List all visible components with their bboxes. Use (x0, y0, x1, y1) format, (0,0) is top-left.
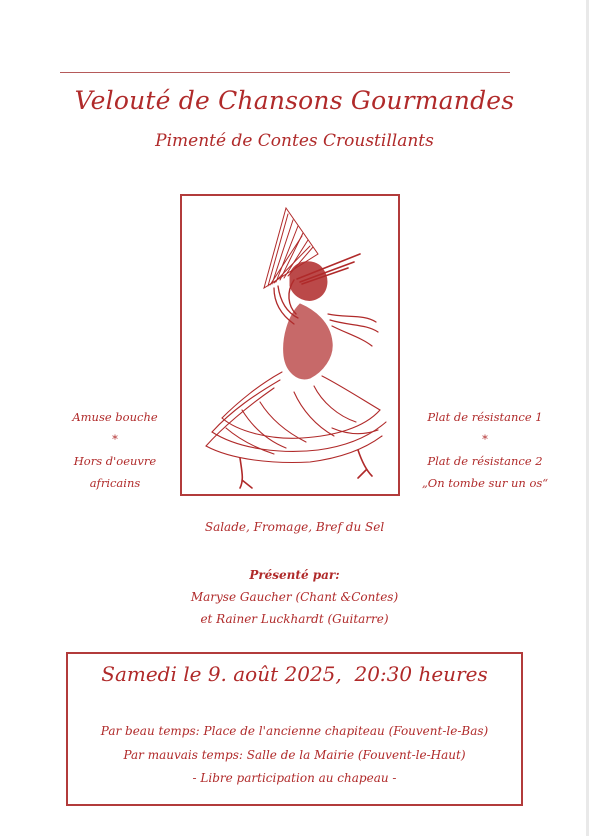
right-menu-item: „On tombe sur un os“ (421, 476, 549, 490)
salad-course: Salade, Fromage, Bref du Sel (204, 520, 385, 534)
illustration-frame (180, 194, 400, 496)
dancer-illustration (182, 196, 398, 494)
event-date-time: Samedi le 9. août 2025, 20:30 heures (101, 662, 488, 686)
right-menu (410, 406, 560, 494)
left-menu-item: Amuse bouche (72, 410, 158, 424)
left-menu (60, 406, 170, 494)
venue-bad-weather: Par mauvais temps: Salle de la Mairie (Fouvent-le-Haut) (123, 748, 466, 762)
presented-by-label: Présenté par: (249, 568, 340, 582)
venue-good-weather: Par beau temps: Place de l'ancienne chapiteau (Fouvent-le-Bas) (100, 724, 489, 738)
left-menu-separator: * (112, 432, 118, 446)
flyer-title: Velouté de Chansons Gourmandes (74, 86, 515, 115)
right-menu-item: Plat de résistance 2 (427, 454, 543, 468)
contribution-note: - Libre participation au chapeau - (192, 771, 397, 785)
performer-line: et Rainer Luckhardt (Guitarre) (200, 612, 389, 626)
flyer-subtitle: Pimenté de Contes Croustillants (155, 131, 434, 151)
top-rule (60, 72, 510, 73)
left-menu-item: Hors d'oeuvre (73, 454, 157, 468)
right-menu-item: Plat de résistance 1 (427, 410, 543, 424)
right-menu-separator: * (482, 432, 488, 446)
performer-line: Maryse Gaucher (Chant &Contes) (190, 590, 399, 604)
left-menu-item: africains (89, 476, 141, 490)
